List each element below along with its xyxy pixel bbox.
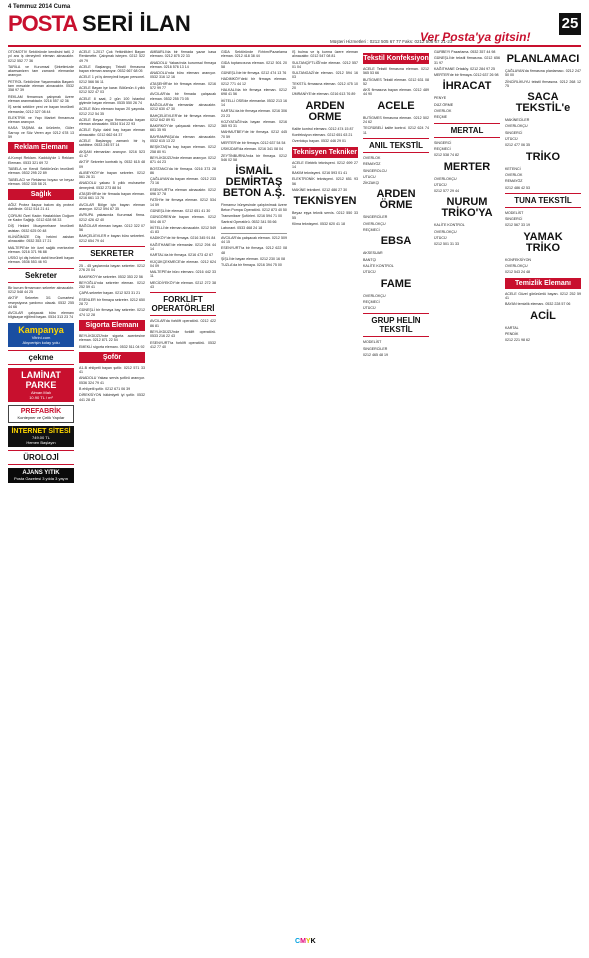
listing-item: 0212 486 42 53 <box>505 185 530 190</box>
listing-item: AVRUPA yakasında Kurumsal firma. 0212 426 42 40 <box>79 213 145 222</box>
listing-item: BAYAN temizlik elemanı. 0532 228 57 06 <box>505 302 571 307</box>
listing-item: AVCILAR'da forklift operatörü. 0212 422 86 81 <box>150 319 216 328</box>
listing-item: KAĞITHANE Ortaköy. 0212 284 97 25 <box>434 66 496 71</box>
listing-item: 0212 501 31 33 <box>434 242 459 247</box>
listing-item: BAHÇELİEVLER e bayan büro sekreteri. 0212 654 79 44 <box>79 234 145 243</box>
listing-item: ACELE Eyüp dahil bay bayan eleman alınacaktır. 0212 662 64 37 <box>79 128 145 137</box>
listing-item: REÇMECİ <box>434 146 451 151</box>
listing-item: AKŞAM elemanları aranıyor. 0216 523 41 47 <box>79 149 145 158</box>
listing-item: OTOMOTİV Sektöründe kendisini tatil, 2 yıl ara iş deneyimli eleman alınacaktır. 0212 552 77 36 <box>8 50 74 63</box>
section-grup-helin: GRUP HELİN TEKSTİL <box>363 313 429 337</box>
ad-internet-line: Hemen Başlayın <box>26 439 56 445</box>
listing-item: SINGERCİ <box>505 130 523 135</box>
listing-item: TABELACI ve Reklamcı boyacı ve beyaz eleman. 0532 335 58 21 <box>8 177 74 186</box>
listing-item: BEYLİKDÜZÜ'nde forklift operatörü. 0533 216 22 43 <box>150 329 216 339</box>
listing-item: HALKALI'da bir firmaya eleman. 0212 698 41 56 <box>221 88 287 97</box>
listing-item: PENDİK <box>505 331 519 336</box>
section-uroloji: ÜROLOJİ <box>8 450 74 465</box>
listing-item: GIDA toptancısına eleman. 0212 501 20 58 <box>221 60 287 69</box>
listing-item: AKSESUAR <box>363 251 383 256</box>
section-forklift: FORKLİFT OPERATÖRLERİ <box>150 292 216 316</box>
ad-ajans-title: AJANS YITIK <box>22 469 60 476</box>
listing-item: GÜNEŞLİ'de eleman. 0212 651 41 30 <box>150 208 211 213</box>
section-sigorta: Sigorta Elemanı <box>79 320 145 331</box>
listing-item: MERTER'de bir firmaya. 0212 637 26 98 <box>434 73 499 78</box>
listing-item: BAĞCILAR'da elemanlar alınacaktır. 0212 630 47 30 <box>150 102 216 112</box>
listing-item: MAKİNECİLER <box>505 118 530 123</box>
listing-item: MALTEPE'de büro elemanı. 0216 442 33 11 <box>150 270 216 279</box>
section-tekstil-konfeksiyon: Tekstil Konfeksiyon <box>363 55 429 62</box>
listing-item: SULTANÇİFTLİĞİ'nde eleman. 0212 557 01 04 <box>292 60 358 69</box>
listing-item: REÇMECİ <box>363 299 380 304</box>
listing-item: PETROL Sektörüne Yaşanmakta Başarılı tam mesaide eleman alınacaktır. 0532 358 97 39 <box>8 79 74 93</box>
listing-item: KADIKÖY'de bir firmaya. 0216 345 91 84 <box>150 236 216 241</box>
listing-item: SINGERCİLER <box>363 346 388 351</box>
cmyk-marks <box>295 938 316 945</box>
listing-item: OVERLOKÇU <box>363 221 386 226</box>
listing-item: ŞİŞLİ'de bayan eleman. 0212 230 16 08 <box>221 256 286 261</box>
listing-item: GURBEYİ Pazarlama. 0532 357 44 98 <box>434 50 496 54</box>
listing-item: ATAŞEHİR'de bir firmaya eleman. 0216 572 99 77 <box>150 81 216 91</box>
ad-kampanya-subtitle: Vitrini.com <box>31 334 51 340</box>
listing-item: REMAYÖZ <box>363 162 381 167</box>
listing-item: AVCILAR'da bir firmada çalışacak eleman. 0532 255 73 05 <box>150 92 216 101</box>
listing-item: ACELE Büro elemanı bayan 20 yaşında. 0212 212 54 35 <box>79 107 145 116</box>
divider <box>221 233 287 234</box>
listing-item: ZİKZAKÇI <box>363 181 380 186</box>
column-2 <box>79 50 145 930</box>
listing-item: ÇAĞLAYAN'da bayan eleman. 0212 233 73 16 <box>150 177 216 186</box>
listing-item: ÜTÜCÜ <box>363 270 376 275</box>
listing-item: SINGERCİ <box>505 217 523 222</box>
listing-item: 25 - 45 yaşlarında bayan sekreter. 0212 276 20 04 <box>79 263 145 273</box>
listing-item: İŞ bulma ve iş kurma üzere eleman alınacaktır. 0212 547 08 81 <box>292 50 358 59</box>
listing-item: ÜTÜCÜ <box>505 137 518 142</box>
listing-item: BEYLİKDÜZÜ'nde sigorta acentesine eleman. 0212 871 22 54 <box>79 333 145 343</box>
listing-item: AKS firmasına bayan eleman. 0212 489 44 90 <box>363 88 429 97</box>
listing-item: KLİNİĞİMİZE Diş hekimi asistan alınacaktır. 0532 353 17 21 <box>8 234 74 244</box>
listing-item: MAHMUTBEY'de bir firmaya. 0212 445 70 59 <box>221 130 287 139</box>
listing-item: OVERLOKÇU <box>505 264 528 269</box>
listing-item: TARİLA ve Kurumsal Şirketimizde akarrsanizen tam zamanlı elemanlar aranıyor. <box>8 64 74 78</box>
ad-laminat-subtitle: Alman Malı <box>30 389 51 395</box>
listing-item: 0212 477 06 35 <box>505 143 530 148</box>
column-7 <box>434 50 500 930</box>
section-tuna: TUNA TEKSTİL <box>505 193 581 208</box>
listing-item: A.Kompt Reklam. Kadıköy'de 1 Reklam Elemanı. 0533 321 69 72 <box>8 156 74 165</box>
cmyk-c: C <box>295 938 301 945</box>
listing-item: ACELE 8 saat, 2 gün 100 İstanbul giyimde bayan eleman. 0535 550 26 74 <box>79 96 145 105</box>
listing-item: KOZYATAĞI'nda bayan eleman. 0216 365 93 31 <box>221 119 287 129</box>
listing-item: ANADOLU'nda büro elemanı aranıyor. 0532 316 12 16 <box>150 71 216 80</box>
listing-item: ACELE 1-2017 Çok Yetkinlikleri Bayan Renkmette. Çalışmak isteyen. 0212 522 49 79 <box>79 50 145 63</box>
ad-laminat[interactable] <box>8 368 74 402</box>
listing-item: MODELİST <box>505 210 524 215</box>
listing-item: OVERLOK <box>505 172 523 177</box>
contact-line: Müşteri Hizmetleri : 0212 505 67 77 Faks: 0212 505 67 21-23 <box>330 39 453 44</box>
listing-item: SINGERCİ <box>434 140 452 145</box>
section-ebsa: EBSA <box>380 235 412 248</box>
section-temizlik: Temizlik Elemanı <box>505 278 581 289</box>
column-3 <box>150 50 216 930</box>
listing-item: BEŞİKTAŞ'ta bay bayan eleman. 0212 258 80 91 <box>150 145 216 154</box>
logo-seri-ilan: SERİ İLAN <box>82 11 191 36</box>
listing-item: OVERLOK <box>363 155 381 160</box>
section-teknisyen-2: TEKNİSYEN <box>293 195 357 208</box>
listing-item: AVCILAR Bölge için bayan eleman aranıyor. 0212 594 67 35 <box>79 202 145 211</box>
listing-item: Transmikser Şoförleri. 0216 594 71 00 <box>221 213 282 218</box>
listing-item: HADIMKÖY'deki bir firmaya eleman. 0212 771 44 12 <box>221 77 287 86</box>
ad-prefabrik-line: Konteyner ve Çelik Yapılar <box>17 414 65 420</box>
logo-posta: POSTA <box>8 11 78 36</box>
ad-internet[interactable] <box>8 426 74 447</box>
listing-item: MODELİST <box>363 340 382 345</box>
classifieds-grid <box>8 50 581 930</box>
listing-item: Kalite kontrol elemanı. 0212 474 15 87 <box>292 126 354 131</box>
listing-item: BAĞCILAR elemanı bayan. 0212 322 07 56 <box>79 223 145 233</box>
title-ismail-demirtas: İSMAİL DEMİRTAŞ BETON A.Ş. <box>222 165 286 200</box>
section-acil: ACİL <box>530 309 556 322</box>
listing-item: İKİTELLİ'de eleman alınacaktır. 0212 549 41 83 <box>150 225 216 235</box>
ad-prefabrik[interactable] <box>8 405 74 423</box>
listing-item: 0212 577 29 44 <box>434 189 459 194</box>
listing-item: KARTAL'da bir firmaya eleman. 0216 306 23 23 <box>221 109 287 118</box>
listing-item: PENYE <box>434 96 447 101</box>
listing-item: DÜZ ÖRME <box>434 102 454 107</box>
page-number: 25 <box>559 13 581 35</box>
listing-item: ESENYURT'ta forklift operatörü. 0532 412 77 40 <box>150 340 216 349</box>
listing-item: BAKIRKÖY'de çalışacak eleman. 0212 661 35 95 <box>150 124 216 133</box>
column-6 <box>363 50 429 930</box>
listing-item: B ehliyetli şoför. 0212 671 06 39 <box>79 387 131 392</box>
section-teknisyen: Teknisyen Tekniker <box>293 148 357 156</box>
listing-item: GÜNEŞLİ'de bir firmaya. 0212 474 13 76 <box>221 71 287 76</box>
cmyk-m: M <box>300 938 306 945</box>
slogan: Ver Posta'ya gitsin! <box>420 30 531 44</box>
listing-item: Santral Operatörü. 0532 341 55 66 <box>221 220 277 225</box>
listing-item: AKTİF Sekreter. 3/1 Cumartesi resepsiyona yardımcı olacak. 0532 255 44 66 <box>8 296 74 309</box>
section-sekreter: Sekreter <box>8 268 74 283</box>
listing-item: BUTİGMES Tekstil eleman. 0212 631 08 52 <box>363 77 429 86</box>
listing-item: ÜSKÜDAR'da eleman. 0216 341 08 04 <box>221 147 284 152</box>
ad-ajans[interactable] <box>8 468 74 483</box>
listing-item: MERTER'de bir firmaya. 0212 637 54 54 <box>221 141 286 146</box>
section-arden: ARDEN ORME <box>305 99 345 123</box>
section-fame: FAME <box>380 277 412 290</box>
listing-item: UTUCU <box>363 174 376 179</box>
listing-item: BAKIRKÖY'de sekreter. 0532 353 22 56 <box>79 274 143 279</box>
listing-item: TUZLA'da bir firmaya. 0216 394 75 00 <box>221 263 282 268</box>
listing-item: ÜTÜCÜ <box>434 236 447 241</box>
listing-item: Klima teknisyeni. 0532 620 41 18 <box>292 221 345 226</box>
listing-item: 0212 221 98 62 <box>505 338 530 343</box>
section-arden-orme: ARDEN ÖRME <box>376 188 416 212</box>
listing-item: BOSTANCI'da bir firmaya. 0216 373 28 86 <box>150 166 216 175</box>
listing-item: ACELE Tekstil firmasına eleman. 0212 565 53 66 <box>363 67 429 76</box>
listing-item: BAKIM teknisyeni. 0216 593 01 41 <box>292 171 348 176</box>
listing-item: İŞ serisi sektöre yeni ve bayan tecrübeli elemanlar, 0212 327 08 44 <box>8 105 74 114</box>
listing-item: Konfeksiyon elemanı. 0212 651 63 21 <box>292 132 353 137</box>
listing-item: ÜMRANİYE'de eleman. 0216 613 76 89 <box>292 92 356 97</box>
listing-item: SINGERCİLER <box>363 215 388 220</box>
section-planlamaci: PLANLAMACI <box>506 53 580 65</box>
section-sekreter: SEKRETER <box>79 246 145 261</box>
listing-item: AVCILAR çalışacak büro elemanı bilgisayar eğitimli bayan. 0534 313 23 74 <box>8 311 74 320</box>
listing-item: GÜNEŞLİ bir firmaya bay sekreter. 0212 474 12 28 <box>79 308 145 317</box>
listing-item: 0212 543 24 48 <box>505 270 530 275</box>
listing-item: ESENYURT'ta bir firmaya. 0212 622 08 48 <box>221 246 287 255</box>
listing-item: ELEKTRONİK teknisyeni. 0212 651 93 56 <box>292 177 358 186</box>
listing-item: ESENYURT'ta eleman alınacaktır. 0212 696 37 78 <box>150 187 216 197</box>
ad-laminat-price: 10.90 TL / m² <box>29 394 53 400</box>
listing-item: ACELE Güzel görünümlü bayan. 0212 252 59 41 <box>505 291 581 300</box>
listing-item: 0212 465 48 19 <box>363 353 388 358</box>
listing-item: KALİTE KONTROL <box>363 263 394 268</box>
listing-item: ÇAĞLAYAN'da firmasına planlamacı. 0212 247 50 00 <box>505 69 581 78</box>
listing-item: ÜTÜCÜ <box>363 306 376 311</box>
listing-item: KASA TAŞIMA da ürünlerin, Güler Sarnıçı ve Söz Veren ayn 0212 678 13 59 <box>8 126 74 140</box>
column-1 <box>8 50 74 930</box>
listing-item: Firmamız bünyesinde çalıştırılmak üzere Beton Pompa Operatörü. 0212 873 40 50 <box>221 203 287 212</box>
listing-item: Overlokçu bayan. 0532 446 29 01 <box>292 139 346 144</box>
listing-item: ATAŞEHİR'de bir firmada bayan eleman. 0216 661 13 76 <box>79 192 145 201</box>
listing-item: Beyaz eşya teknik servis. 0212 550 33 55 <box>292 211 358 220</box>
ad-kampanya[interactable] <box>8 323 74 347</box>
listing-item: USSO iyi diş hekimi dahil tecrübeli bayan eleman. 0536 553 46 93 <box>8 256 74 265</box>
listing-item: ÇAPA sekreter bayan. 0212 523 31 21 <box>79 291 141 296</box>
section-sofor: Şoför <box>79 352 145 363</box>
listing-item: AKTİF Sekreter kontratlı iş. 0532 615 48 09 <box>79 160 145 169</box>
listing-item: DİŞ Hekimi Muayenehane tecrübeli asistan. 0532 625 00 48 <box>8 224 74 233</box>
section-ihracat: İHRACAT <box>442 80 492 93</box>
listing-item: SULTANGAZİ'de eleman. 0212 594 16 03 <box>292 71 358 80</box>
listing-item: 0212 538 74 82 <box>434 153 459 158</box>
listing-item: A1-B ehliyetli bayan şoför. 0212 571 33 41 <box>79 365 145 375</box>
section-nurum: NURUM TRİKO'YA <box>441 196 493 220</box>
section-saca: SACA TEKSTİL'e <box>515 91 571 115</box>
listing-item: ACELE 1 yıl iş deneyimli bayan personel. 0212 566 56 11 <box>79 75 145 84</box>
listing-item: DİREKSİYON hâkimiyeti iyi şoför. 0532 441 28 43 <box>79 393 145 402</box>
listing-item: FATİH'te bir firmaya eleman. 0212 534 14 59 <box>150 198 216 207</box>
listing-item: ANADOLU yakası 5 yıllık muhasebe deneyimli. 0532 273 88 54 <box>79 181 145 190</box>
listing-item: İKİTELLİ OSB'de elemanlar. 0532 213 16 14 <box>221 98 287 107</box>
ad-ajans-line: Posta Gazetesi 3 yılda 3 yayın <box>13 475 69 481</box>
listing-item: OVERLOKÇU <box>505 124 528 129</box>
listing-item: Laborant. 0533 468 24 18 <box>221 226 263 231</box>
listing-item: Bir kurum firmamızın sekreter alınacaktır. 0212 548 44 25 <box>8 285 74 294</box>
listing-item: MALTEPE'de bir özel sağlık merkezine eleman. 0216 371 96 88 <box>8 245 74 254</box>
ad-internet-price: 749.00 TL <box>32 434 50 440</box>
listing-item: BAYRAMPAŞA'da eleman alınacaktır. 0532 615 13 22 <box>150 134 216 144</box>
section-anil-tekstil: ANIL TEKSTİL <box>363 138 429 153</box>
listing-item: ACELE Başlangıç zamanlı bir iş sahibine. 0533 245 57 14 <box>79 139 145 148</box>
section-reklam: Reklam Elemanı <box>8 142 74 153</box>
listing-item: 0212 567 33 19 <box>505 223 530 228</box>
listing-item: OVERLOKÇU <box>434 229 457 234</box>
ad-laminat-title: LAMİNAT PARKE <box>21 369 61 390</box>
listing-item: OVERLOKÇU <box>434 176 457 181</box>
listing-item: OVERLOK <box>434 109 452 114</box>
listing-item: ANADOLU Yakası'nda kurumsal firmaya eleman. 0216 576 13 14 <box>150 60 216 69</box>
listing-item: ANADOLU Yakası servis şoförü aranıyor. 0536 324 79 41 <box>79 376 145 385</box>
listing-item: ACELE Elektrik teknisyeni. 0212 699 27 14 <box>292 160 358 169</box>
section-triko: TRİKO <box>525 150 561 163</box>
cmyk-k: K <box>310 938 316 945</box>
listing-item: REKLAM firmamıza çalışmak üzere eleman aranmaktadır. 0216 557 42 36 <box>8 94 74 103</box>
listing-item: GÜNGÖREN'de bayan eleman. 0212 504 46 07 <box>150 215 216 224</box>
listing-item: TEKSTİL firmasına eleman. 0212 475 10 20 <box>292 81 358 91</box>
column-5 <box>292 50 358 930</box>
listing-item: AMBARLI'da bir firmada yazar kasa elemanı. 0212 875 22 33 <box>150 50 216 59</box>
cmyk-y: Y <box>305 938 311 945</box>
listing-item: MAKİNE teknikeri. 0212 486 27 30 <box>292 188 348 193</box>
listing-item: TECRÜBELİ kalite kontrol. 0212 624 74 11 <box>363 126 429 135</box>
listing-item: AVCILAR'da çalışacak eleman. 0212 509 44 15 <box>221 235 287 245</box>
listing-item: KARTAL <box>505 325 519 330</box>
listing-item: ACELE Bayan işe karar. Bölümün 4 yıllık 0212 522 47 03 <box>79 86 145 95</box>
listing-item: OVERLOKÇU <box>363 293 386 298</box>
listing-item: ÜTÜCÜ <box>434 182 447 187</box>
listing-item: SINGEROLCU <box>363 168 387 173</box>
ad-prefabrik-title: PREFABRİK <box>20 407 62 415</box>
listing-item: KARTAL'da bir firmaya. 0216 473 42 67 <box>150 253 214 258</box>
listing-item: KETENCİ <box>505 166 521 171</box>
listing-item: ACELE Başlangıç Tekstil firmasına bayan eleman aranıyor. 0532 667 68 05 <box>79 64 145 74</box>
listing-item: ESENLER bir firmaya sekreter. 0212 650 28 72 <box>79 297 145 307</box>
listing-item: KALİTE KONTROL <box>434 223 465 228</box>
listing-item: ÇORUM Özel Kadın Hastalıkları Doğum ve Kadın Sağlığı. 0212 628 98 33 <box>8 213 74 223</box>
listing-item: BEYOĞLU'nda sekreter eleman. 0212 252 59 41 <box>79 280 145 290</box>
listing-item: KONFEKSİYON <box>505 257 531 262</box>
section-cekme: çekme <box>8 350 74 365</box>
listing-item: KÜÇÜKÇEKMECE'de eleman. 0212 624 04 09 <box>150 259 216 268</box>
listing-item: GIDA Sektöründe Rıhtım/Pazarlama eleman. 0212 418 38 44 <box>221 50 287 59</box>
listing-item: GÜNEŞLİ'de tekstil firmasına. 0212 656 31 97 <box>434 56 500 65</box>
listing-item: TABELA ve Kendi Sektörünün tecrübeli eleman. 0532 295 22 89 <box>8 166 74 176</box>
section-yamak: YAMAK TRİKO <box>523 230 563 254</box>
listing-item: BAHÇELİEVLER'de bir firmaya eleman. 0212 642 89 91 <box>150 113 216 122</box>
listing-item: REMAYÖZ <box>505 179 523 184</box>
listing-item: KAĞITHANE'de elemanlar. 0212 294 44 14 <box>150 242 216 251</box>
listing-item: ALIBEYKÖY'de bayan sekreter. 0212 561 26 31 <box>79 170 145 180</box>
listing-item: ZİNCİRLİKUYU tekstil firmasına. 0212 268 12 75 <box>505 79 581 88</box>
listing-item: REÇME <box>434 115 447 120</box>
listing-item: BANTÇI <box>363 257 377 262</box>
listing-item: MECİDİYEKÖY'de eleman. 0212 272 38 43 <box>150 280 216 290</box>
listing-item: EMEKLİ sigorta elemanı. 0532 511 04 92 <box>79 344 145 349</box>
listing-item: ACELE Beyaz eşya firmamızda bayan eleman alınacaktır. 0534 514 22 93 <box>79 117 145 127</box>
column-8 <box>505 50 581 930</box>
ad-internet-title: İNTERNET SİTESİ <box>11 427 71 435</box>
listing-item: ZEYTİNBURNU'nda bir firmaya. 0212 546 02 58 <box>221 153 287 162</box>
ad-kampanya-line: Alışverişin kolay yolu <box>22 339 60 345</box>
ad-kampanya-title: Kampanya <box>18 324 64 335</box>
listing-item: ELEKTRİK ve Yapı Market firmamıza eleman aranıyor. <box>8 115 74 125</box>
listing-item: BEYLİKDÜZÜ'nde eleman aranıyor. 0212 871 44 23 <box>150 155 216 165</box>
header-divider <box>8 45 581 47</box>
section-saglik: Sağlık <box>8 189 74 200</box>
section-mertal: MERTAL <box>434 123 500 138</box>
column-4 <box>221 50 287 930</box>
section-acele: ACELE <box>377 99 415 112</box>
section-merter: MERTER <box>443 160 491 173</box>
date-line: 4 Temmuz 2014 Cuma <box>8 4 71 10</box>
listing-item: REÇMECİ <box>363 228 380 233</box>
listing-item: BUTİGMES firmasına eleman. 0212 502 24 62 <box>363 115 429 125</box>
listing-item: AĞIZ Protez ilaçsız bakım diş protezi dahilinde. 0212 514 21 41 <box>8 203 74 212</box>
